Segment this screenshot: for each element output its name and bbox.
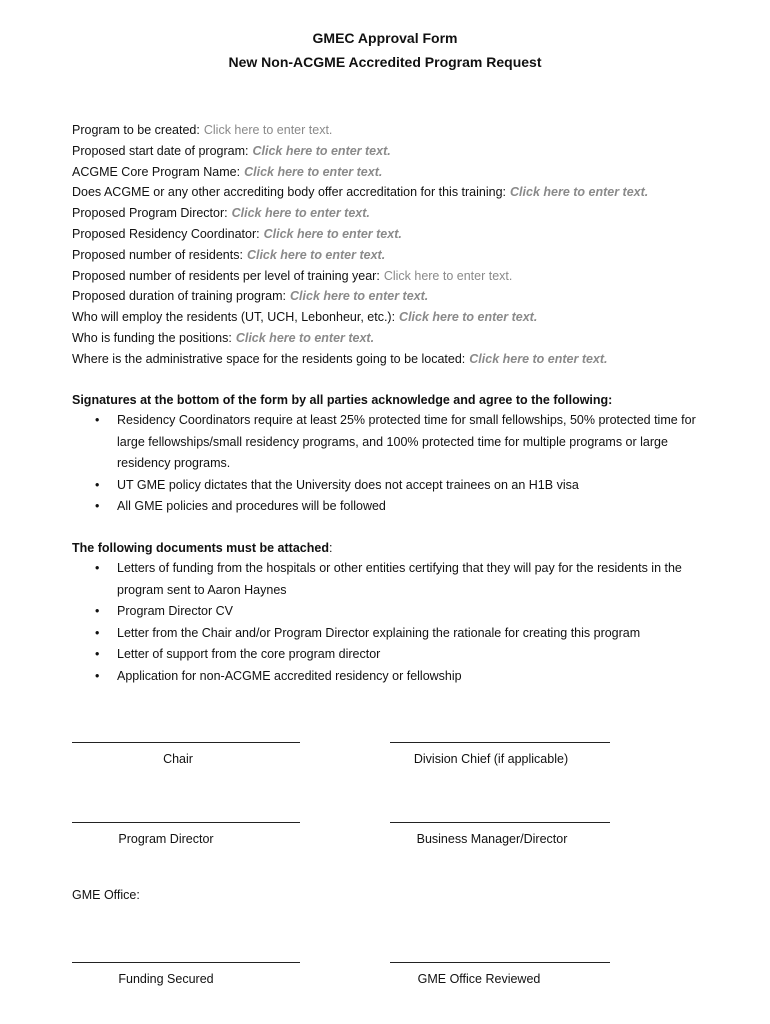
bullet-icon: •	[95, 647, 100, 661]
signature-line[interactable]	[390, 822, 610, 823]
signature-label: Funding Secured	[118, 972, 214, 986]
signature-line[interactable]	[390, 742, 610, 743]
bullet-icon: •	[95, 668, 100, 683]
field-label: Proposed Program Director:	[72, 206, 228, 221]
text-entry-placeholder[interactable]: Click here to enter text.	[263, 226, 402, 241]
field-start-date	[72, 141, 762, 162]
signature-label: Program Director	[118, 832, 214, 846]
list-item: • Program Director CV	[72, 601, 712, 623]
field-residents-per-level	[72, 266, 762, 287]
form-title: GMEC Approval Form	[312, 30, 458, 46]
text-entry-placeholder[interactable]: Click here to enter text.	[246, 247, 386, 262]
field-core-program-name	[72, 162, 762, 183]
field-label: Proposed number of residents:	[72, 247, 243, 262]
field-program-to-be-created	[72, 120, 762, 141]
signature-line[interactable]	[390, 962, 610, 963]
text-entry-placeholder[interactable]: Click here to enter text.	[203, 123, 333, 137]
signature-gme-office-reviewed	[390, 962, 610, 987]
field-label: ACGME Core Program Name:	[72, 164, 241, 179]
field-label: Who is funding the positions:	[72, 330, 232, 345]
text-entry-placeholder[interactable]: Click here to enter text.	[244, 164, 383, 179]
field-label: Does ACGME or any other accrediting body offer accreditation for this training:	[72, 185, 507, 200]
field-label: Proposed start date of program:	[72, 143, 249, 158]
text-entry-placeholder[interactable]: Click here to enter text.	[399, 310, 538, 325]
text-entry-placeholder[interactable]: Click here to enter text.	[290, 289, 429, 304]
signature-label: Business Manager/Director	[416, 832, 568, 846]
field-label: Proposed duration of training program:	[72, 289, 287, 304]
list-item: • UT GME policy dictates that the University does not accept trainees on an H1B visa	[72, 475, 712, 497]
field-number-of-residents	[72, 245, 762, 266]
signature-label: GME Office Reviewed	[417, 972, 541, 986]
text-entry-placeholder[interactable]: Click here to enter text.	[235, 330, 375, 345]
bullet-icon: •	[95, 561, 100, 575]
signatures-acknowledgement-section	[72, 390, 712, 518]
bullet-icon: •	[95, 413, 100, 427]
field-label: Program to be created:	[72, 123, 200, 137]
signatures-heading: Signatures at the bottom of the form by all parties acknowledge and agree to the following:	[72, 393, 613, 407]
bullet-icon: •	[95, 625, 100, 640]
documents-heading: The following documents must be attached:	[72, 541, 333, 555]
list-item: • All GME policies and procedures will be followed	[72, 496, 712, 518]
request-fields	[72, 120, 762, 370]
text-entry-placeholder[interactable]: Click here to enter text.	[383, 268, 513, 283]
required-documents-section	[72, 538, 712, 687]
acknowledgement-list	[72, 410, 712, 518]
field-program-duration	[72, 286, 762, 307]
field-label: Proposed number of residents per level of training year:	[72, 268, 380, 283]
list-item: • Letters of funding from the hospitals or other entities certifying that they will pay for the residents in the program sent to Aaron Haynes	[72, 558, 712, 601]
documents-list	[72, 558, 712, 687]
signature-business-manager	[390, 822, 610, 847]
text-entry-placeholder[interactable]: Click here to enter text.	[469, 351, 608, 366]
field-administrative-space	[72, 349, 762, 370]
signature-line[interactable]	[72, 822, 300, 823]
field-funding-source	[72, 328, 762, 349]
field-label: Who will employ the residents (UT, UCH, Lebonheur, etc.):	[72, 310, 396, 325]
signature-chair	[72, 742, 300, 767]
field-program-director	[72, 203, 762, 224]
form-subtitle: New Non-ACGME Accredited Program Request	[228, 54, 542, 70]
signature-line[interactable]	[72, 962, 300, 963]
list-item: • Letter from the Chair and/or Program Director explaining the rationale for creating this program	[72, 623, 712, 645]
signature-label: Chair	[163, 752, 193, 766]
field-employer	[72, 307, 762, 328]
field-label: Proposed Residency Coordinator:	[72, 226, 260, 241]
list-item: • Letter of support from the core program director	[72, 644, 712, 666]
signature-line[interactable]	[72, 742, 300, 743]
field-accreditation-offered	[72, 182, 762, 203]
field-label: Where is the administrative space for the residents going to be located:	[72, 351, 466, 366]
list-item: • Residency Coordinators require at least 25% protected time for small fellowships, 50% protected time for large fellowships/small residency programs, and 100% protected time for multiple programs or large residency programs.	[72, 410, 712, 475]
signature-program-director	[72, 822, 300, 847]
text-entry-placeholder[interactable]: Click here to enter text.	[510, 185, 649, 200]
signature-label: Division Chief (if applicable)	[413, 752, 569, 766]
bullet-icon: •	[95, 604, 100, 618]
signature-funding-secured	[72, 962, 300, 987]
bullet-icon: •	[95, 499, 100, 513]
field-residency-coordinator	[72, 224, 762, 245]
signature-division-chief	[390, 742, 610, 767]
bullet-icon: •	[95, 477, 100, 492]
text-entry-placeholder[interactable]: Click here to enter text.	[252, 143, 391, 158]
list-item: • Application for non-ACGME accredited residency or fellowship	[72, 666, 712, 688]
text-entry-placeholder[interactable]: Click here to enter text.	[231, 206, 370, 221]
gme-office-label: GME Office:	[72, 888, 140, 902]
